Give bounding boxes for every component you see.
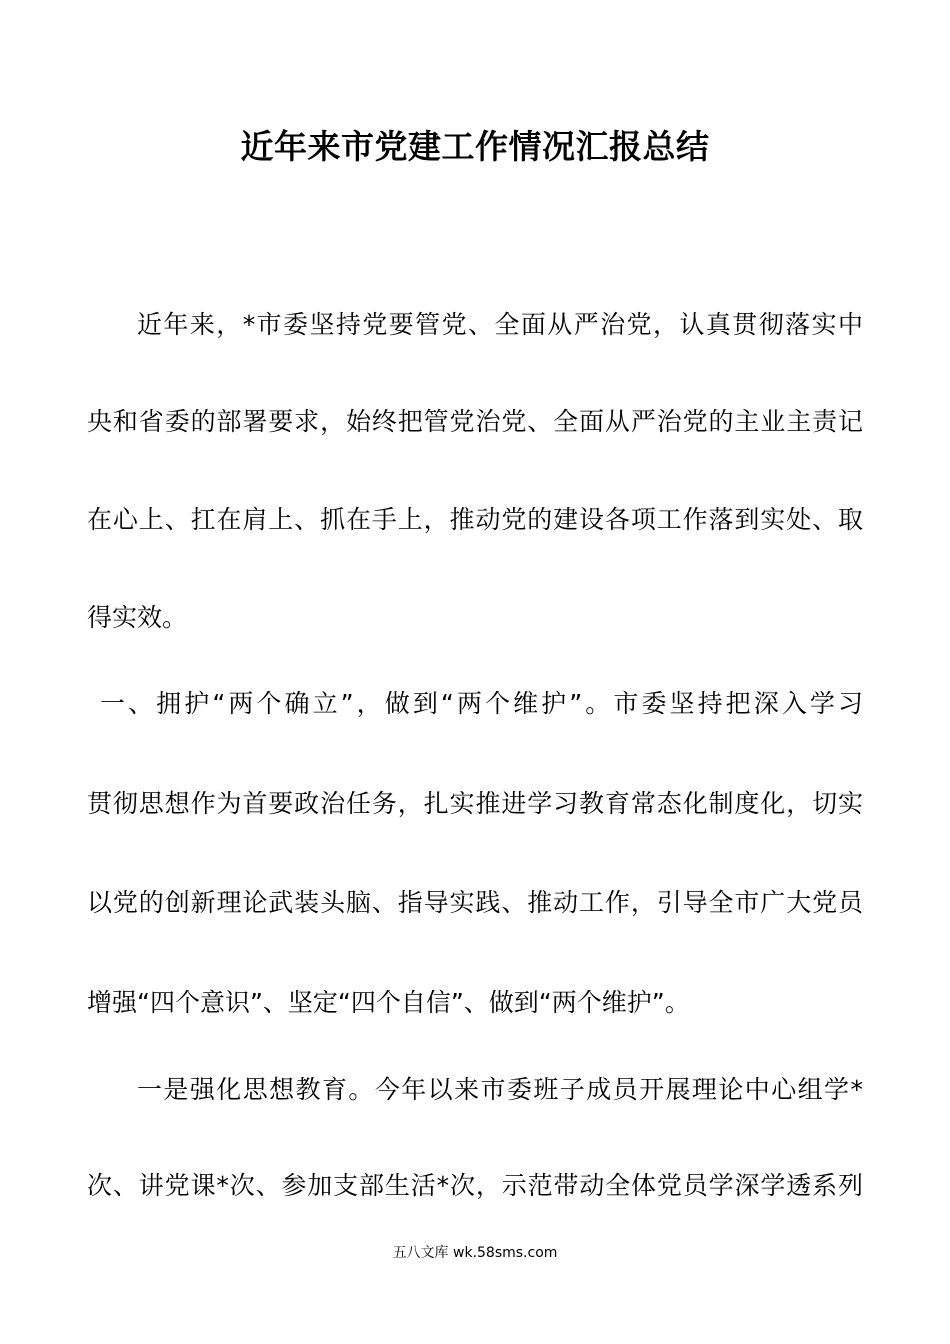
paragraph-line-10: 次、讲党课*次、参加支部生活*次，示范带动全体党员学深学透系列 (87, 1171, 863, 1200)
paragraph-line-4: 得实效。 (87, 603, 188, 632)
footer-watermark: 五八文库 wk.58sms.com (392, 1245, 558, 1261)
document-title: 近年来市党建工作情况汇报总结 (240, 127, 710, 166)
paragraph-line-2: 央和省委的部署要求，始终把管党治党、全面从严治党的主业主责记 (87, 407, 863, 436)
paragraph-line-6: 贯彻思想作为首要政治任务，扎实推进学习教育常态化制度化，切实 (87, 789, 863, 818)
paragraph-line-3: 在心上、扛在肩上、抓在手上，推动党的建设各项工作落到实处、取 (87, 505, 863, 534)
paragraph-line-9: 一是强化思想教育。今年以来市委班子成员开展理论中心组学* (137, 1075, 863, 1104)
paragraph-line-8: 增强“四个意识”、坚定“四个自信”、做到“两个维护”。 (87, 988, 690, 1017)
section-heading-line: 一、拥护“两个确立”，做到“两个维护”。市委坚持把深入学习 (100, 689, 863, 718)
paragraph-line-1: 近年来，*市委坚持党要管党、全面从严治党，认真贯彻落实中 (137, 310, 863, 339)
paragraph-line-7: 以党的创新理论武装头脑、指导实践、推动工作，引导全市广大党员 (87, 888, 863, 917)
